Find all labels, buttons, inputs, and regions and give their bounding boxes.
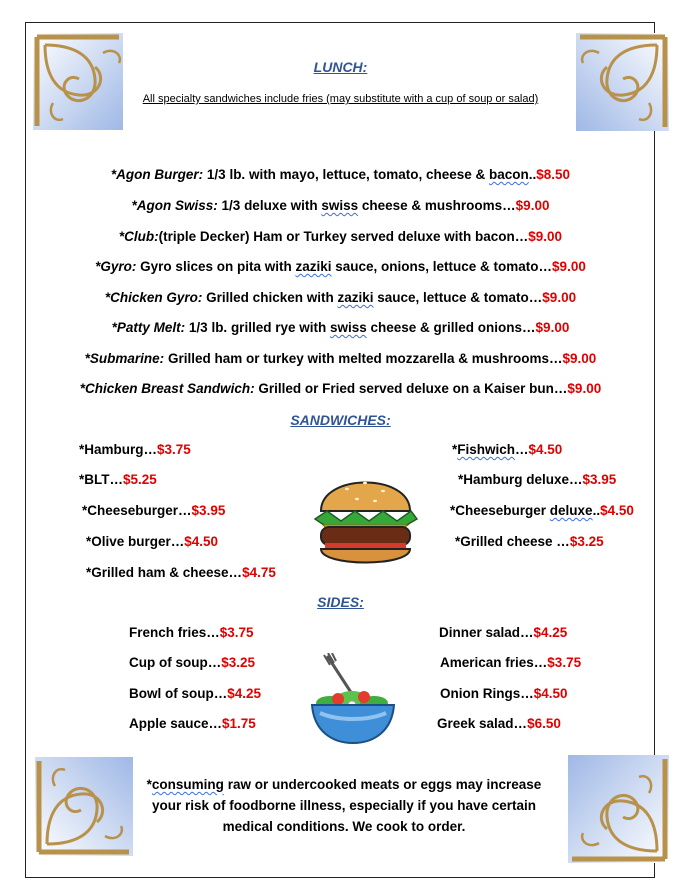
item-description-tail: .. bbox=[528, 167, 537, 182]
item-price: $3.75 bbox=[157, 442, 191, 457]
item-description-word: zaziki bbox=[337, 290, 374, 305]
lunch-item bbox=[0, 290, 681, 305]
salad-bowl-icon bbox=[308, 653, 398, 745]
item-description-word: bacon bbox=[489, 167, 529, 182]
item-name: *Agon Swiss: bbox=[131, 198, 218, 213]
item-name: Greek salad… bbox=[437, 716, 528, 731]
item-description: 1/3 lb. with mayo, lettuce, tomato, cheese & bbox=[203, 167, 489, 182]
item-name: *Club: bbox=[118, 229, 159, 244]
item-name: *Patty Melt: bbox=[111, 320, 186, 335]
item-description-tail: sauce, lettuce & tomato… bbox=[373, 290, 543, 305]
item-name: Cup of soup… bbox=[129, 655, 222, 670]
sandwich-item bbox=[82, 503, 225, 518]
item-description: Grilled chicken with bbox=[202, 290, 338, 305]
item-price: $3.95 bbox=[191, 503, 226, 518]
item-name: *Grilled cheese … bbox=[455, 534, 570, 549]
item-price: $3.25 bbox=[569, 534, 604, 549]
item-description: 1/3 deluxe with bbox=[217, 198, 322, 213]
ornamental-corner-icon bbox=[576, 33, 669, 131]
lunch-heading: LUNCH: bbox=[313, 59, 368, 75]
lunch-item bbox=[0, 167, 681, 182]
sandwich-item bbox=[452, 442, 562, 457]
disclaimer-line-1: *consuming raw or undercooked meats or eggs may increase bbox=[146, 777, 542, 792]
lunch-subtitle: All specialty sandwiches include fries (may substitute with a cup of soup or salad) bbox=[142, 93, 539, 105]
item-price: $9.00 bbox=[567, 381, 602, 396]
side-item bbox=[439, 625, 567, 640]
item-price: $4.75 bbox=[242, 565, 276, 580]
item-name: French fries… bbox=[129, 625, 220, 640]
health-disclaimer bbox=[130, 774, 558, 837]
item-description: 1/3 lb. grilled rye with bbox=[185, 320, 330, 335]
item-name: *Gyro: bbox=[95, 259, 137, 274]
item-name: *Olive burger… bbox=[86, 534, 185, 549]
side-item bbox=[440, 655, 581, 670]
item-name: .. bbox=[592, 503, 601, 518]
item-description: Grilled or Fried served deluxe on a Kaiser bun… bbox=[254, 381, 568, 396]
side-item bbox=[440, 686, 568, 701]
side-item bbox=[129, 716, 256, 731]
item-description-tail: cheese & mushrooms… bbox=[358, 198, 516, 213]
item-name: Dinner salad… bbox=[439, 625, 534, 640]
disclaimer-line-3: medical conditions. We cook to order. bbox=[222, 819, 466, 834]
item-name: Bowl of soup… bbox=[129, 686, 228, 701]
sandwich-item bbox=[86, 565, 276, 580]
item-price: $3.95 bbox=[582, 472, 617, 487]
side-item bbox=[437, 716, 561, 731]
side-item bbox=[129, 655, 255, 670]
item-name: *Hamburg… bbox=[79, 442, 158, 457]
item-description: Gyro slices on pita with bbox=[136, 259, 296, 274]
ornamental-corner-icon bbox=[33, 33, 123, 130]
item-description: (triple Decker) Ham or Turkey served deluxe with bacon… bbox=[158, 229, 529, 244]
item-name: *BLT… bbox=[79, 472, 123, 487]
item-description-word: zaziki bbox=[295, 259, 332, 274]
item-name: *Agon Burger: bbox=[110, 167, 204, 182]
item-name: *Hamburg deluxe… bbox=[458, 472, 583, 487]
item-price: $4.50 bbox=[600, 503, 634, 518]
item-name: *Chicken Gyro: bbox=[104, 290, 203, 305]
item-name: *Chicken Breast Sandwich: bbox=[79, 381, 255, 396]
item-name: *Cheeseburger… bbox=[82, 503, 192, 518]
item-description-word: swiss bbox=[329, 320, 367, 335]
item-name-word: Fishwich bbox=[457, 442, 516, 457]
item-description: Grilled ham or turkey with melted mozzarella & mushrooms… bbox=[164, 351, 563, 366]
item-price: $9.00 bbox=[542, 290, 577, 305]
item-name-word: deluxe bbox=[549, 503, 593, 518]
item-name: *Submarine: bbox=[84, 351, 165, 366]
item-price: $6.50 bbox=[527, 716, 561, 731]
item-price: $4.50 bbox=[528, 442, 563, 457]
item-price: $1.75 bbox=[222, 716, 256, 731]
item-price: $9.00 bbox=[535, 320, 570, 335]
item-name: … bbox=[515, 442, 529, 457]
sandwich-item bbox=[450, 503, 634, 518]
item-name: Apple sauce… bbox=[129, 716, 223, 731]
item-price: $5.25 bbox=[123, 472, 157, 487]
item-name: American fries… bbox=[440, 655, 548, 670]
item-description-tail: sauce, onions, lettuce & tomato… bbox=[331, 259, 553, 274]
lunch-item bbox=[0, 351, 681, 366]
item-name-prefix: * bbox=[452, 442, 458, 457]
sandwiches-heading: SANDWICHES: bbox=[290, 412, 391, 428]
item-name: Onion Rings… bbox=[440, 686, 534, 701]
lunch-item bbox=[0, 259, 681, 274]
item-price: $4.25 bbox=[227, 686, 262, 701]
lunch-item bbox=[0, 381, 681, 396]
item-description-tail: cheese & grilled onions… bbox=[366, 320, 536, 335]
disclaimer-line-2: your risk of foodborne illness, especially if you have certain bbox=[151, 798, 537, 813]
sides-heading: SIDES: bbox=[317, 594, 364, 610]
item-price: $4.50 bbox=[184, 534, 219, 549]
lunch-item bbox=[0, 198, 681, 213]
lunch-item bbox=[0, 229, 681, 244]
hamburger-icon bbox=[313, 463, 418, 570]
item-price: $3.75 bbox=[547, 655, 582, 670]
sandwich-item bbox=[458, 472, 616, 487]
sandwich-item bbox=[455, 534, 604, 549]
item-name: *Grilled ham & cheese… bbox=[86, 565, 243, 580]
lunch-item bbox=[0, 320, 681, 335]
item-price: $8.50 bbox=[536, 167, 571, 182]
item-description-word: swiss bbox=[321, 198, 359, 213]
item-price: $9.00 bbox=[515, 198, 550, 213]
sandwich-item bbox=[79, 472, 157, 487]
item-price: $3.75 bbox=[219, 625, 254, 640]
item-price: $4.50 bbox=[533, 686, 568, 701]
item-price: $9.00 bbox=[562, 351, 597, 366]
side-item bbox=[129, 686, 261, 701]
side-item bbox=[129, 625, 254, 640]
ornamental-corner-icon bbox=[568, 755, 669, 863]
item-name-prefix: *Cheeseburger bbox=[450, 503, 550, 518]
sandwich-item bbox=[79, 442, 191, 457]
item-price: $9.00 bbox=[528, 229, 563, 244]
ornamental-corner-icon bbox=[35, 757, 133, 856]
item-price: $4.25 bbox=[533, 625, 568, 640]
item-price: $9.00 bbox=[552, 259, 586, 274]
sandwich-item bbox=[86, 534, 218, 549]
item-price: $3.25 bbox=[221, 655, 256, 670]
